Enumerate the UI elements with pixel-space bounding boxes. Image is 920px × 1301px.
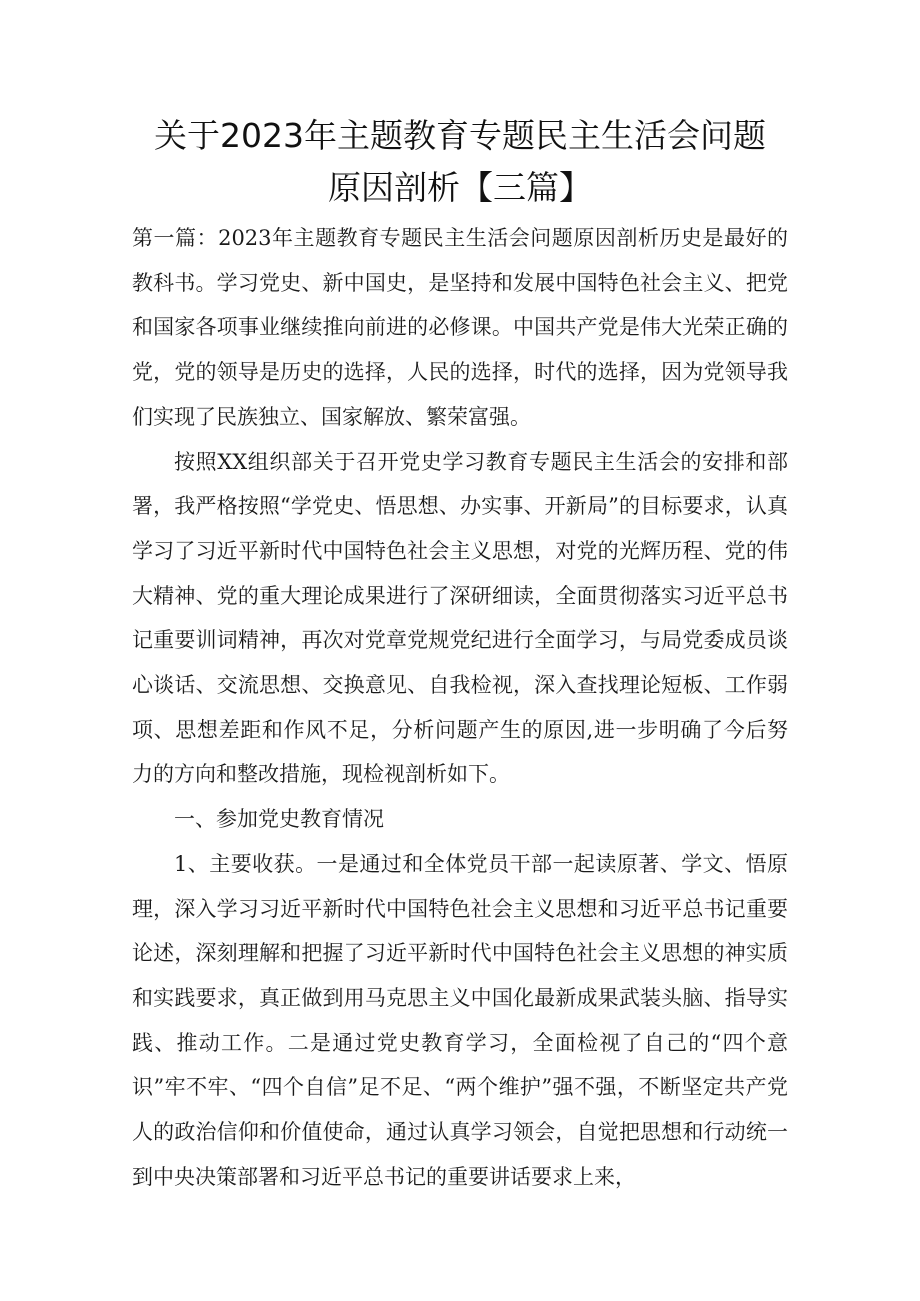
title-line-1: 关于2023年主题教育专题民主生活会问题: [154, 116, 766, 155]
paragraph-intro: 第一篇：2023年主题教育专题民主生活会问题原因剖析历史是最好的教科书。学习党史、新中国史，是坚持和发展中国特色社会主义、把党和国家各项事业继续推向前进的必修课。中国共产党是伟大光荣正确的党，党的领导是历史的选择，人民的选择，时代的选择，因为党领导我们实现了民族独立、国家解放、繁荣富强。: [132, 226, 788, 429]
document-body: [132, 216, 788, 1199]
title-line-2: 原因剖析【三篇】: [328, 168, 592, 207]
paragraph-arrangement: 按照XX组织部关于召开党史学习教育专题民主生活会的安排和部署，我严格按照“学党史、悟思想、办实事、开新局”的目标要求，认真学习了习近平新时代中国特色社会主义思想，对党的光辉历程、党的伟大精神、党的重大理论成果进行了深研细读，全面贯彻落实习近平总书记重要训词精神，再次对党章党规党纪进行全面学习，与局党委成员谈心谈话、交流思想、交换意见、自我检视，深入查找理论短板、工作弱项、思想差距和作风不足，分析问题产生的原因,进一步明确了今后努力的方向和整改措施，现检视剖析如下。: [132, 449, 788, 787]
paragraph-gains: 1、主要收获。一是通过和全体党员干部一起读原著、学文、悟原理，深入学习习近平新时代中国特色社会主义思想和习近平总书记重要论述，深刻理解和把握了习近平新时代中国特色社会主义思想的神实质和实践要求，真正做到用马克思主义中国化最新成果武装头脑、指导实践、推动工作。二是通过党史教育学习，全面检视了自己的“四个意识”牢不牢、“四个自信”足不足、“两个维护”强不强，不断坚定共产党人的政治信仰和价值使命，通过认真学习领会，自觉把思想和行动统一到中央决策部署和习近平总书记的重要讲话要求上来，: [132, 851, 788, 1189]
section-heading: 一、参加党史教育情况: [174, 807, 384, 832]
document-title: [132, 110, 788, 214]
